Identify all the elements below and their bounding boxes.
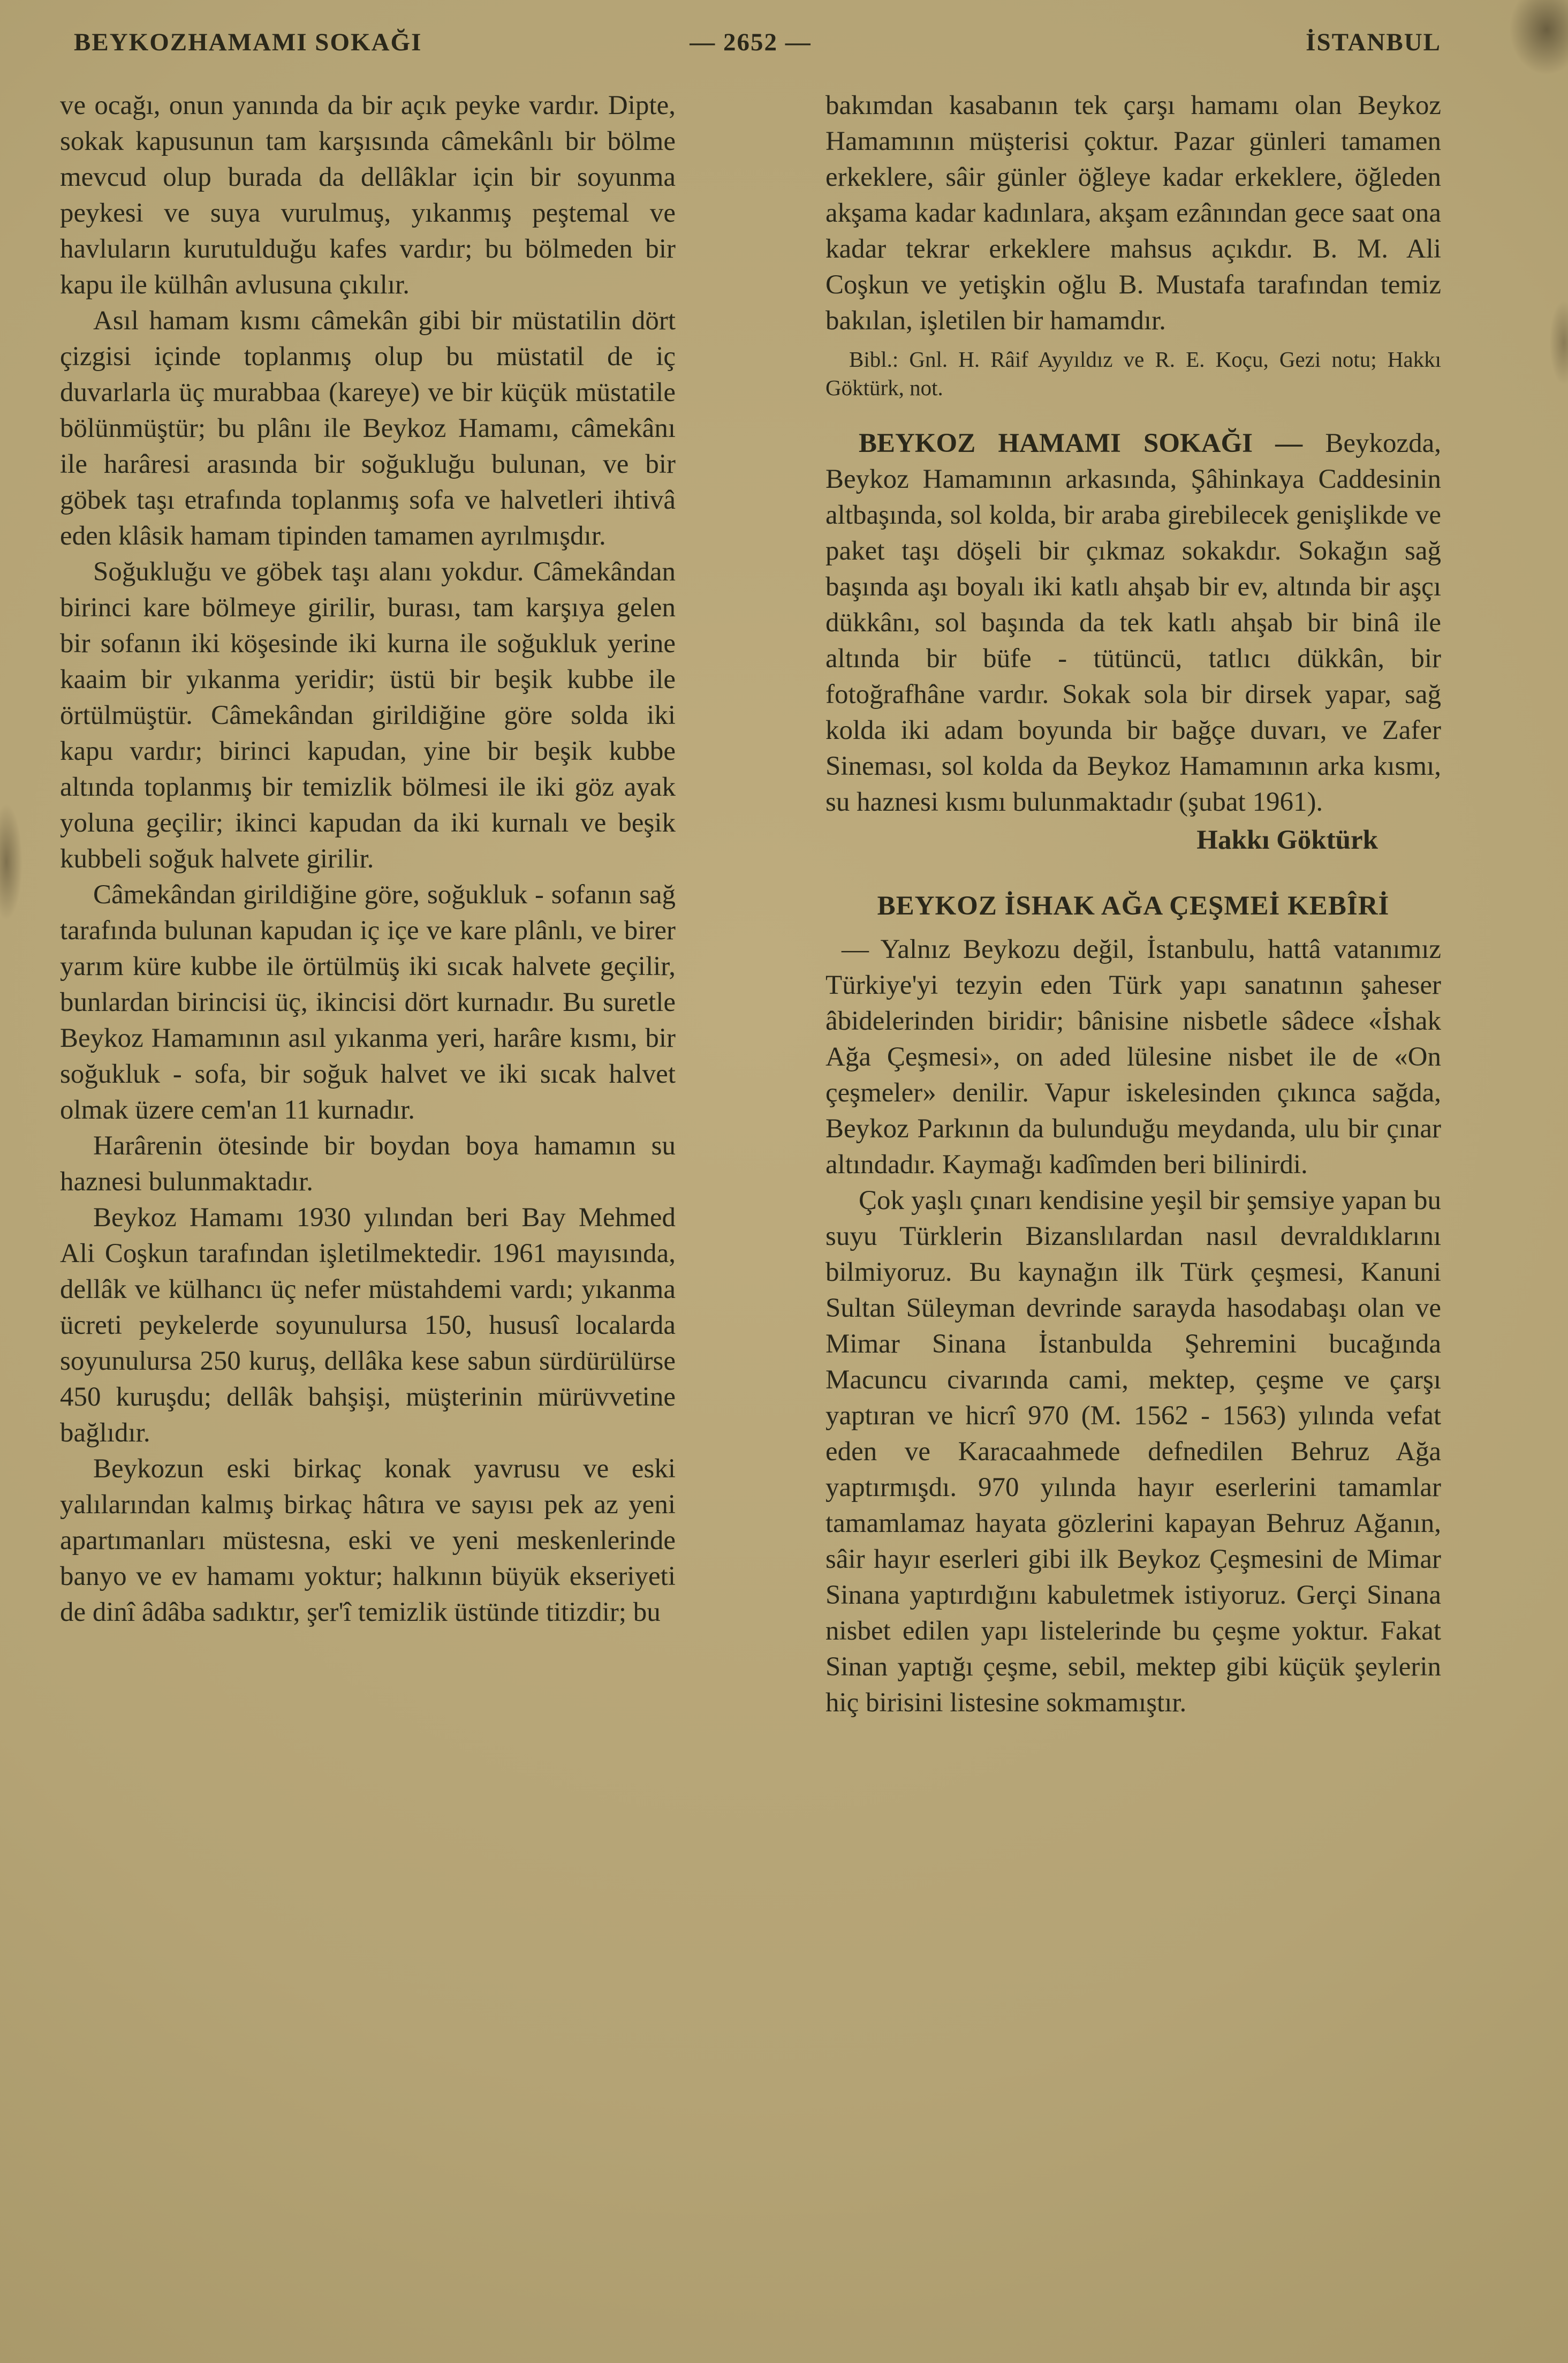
page-number: — 2652 — (690, 28, 812, 56)
left-column (60, 88, 676, 1721)
paragraph: Çok yaşlı çınarı kendisine yeşil bir şemsiye yapan bu suyu Türklerin Bizanslılardan nasıl devraldıklarını bilmiyoruz. Bu kaynağın ilk Türk çeşmesi, Kanuni Sultan Süleyman devrinde sarayda hasodabaşı olan ve Mimar Sinana İstanbulda Şehremini bucağında Macuncu civarında cami, mektep, çeşme ve çarşı yaptıran ve hicrî 970 (M. 1562 - 1563) yılında vefat eden ve Karacaahmede defnedilen Behruz Ağa yaptırmışdı. 970 yılında hayır eserlerini tamamlar tamamlamaz hayata gözlerini kapayan Behruz Ağanın, sâir hayır eserleri gibi ilk Beykoz Çeşmesini de Mimar Sinana yaptırdığını kabuletmek istiyoruz. Gerçi Sinana nisbet edilen yapı listelerinde bu çeşme yoktur. Fakat Sinan yaptığı çeşme, sebil, mektep gibi küçük şeylerin hiç birisini listesine sokmamıştır. (825, 1186, 1441, 1718)
paragraph: bakımdan kasabanın tek çarşı hamamı olan Beykoz Hamamının müşterisi çoktur. Pazar günleri tamamen erkeklere, sâir günler öğleye kadar erkeklere, öğleden akşama kadar kadınlara, akşam ezânından gece saat ona kadar tekrar erkeklere mahsus açıkdır. B. M. Ali Coşkun ve yetişkin oğlu B. Mustafa tarafından temiz bakılan, işletilen bir hamamdır. (825, 90, 1441, 336)
scan-smudge (0, 803, 22, 921)
author-signature: Hakkı Göktürk (1196, 825, 1378, 855)
entry-body: Beykozda, Beykoz Hamamının arkasında, Şâhinkaya Caddesinin altbaşında, sol kolda, bir araba girebilecek genişlikde ve paket taşı döşeli bir çıkmaz sokakdır. Sokağın sağ başında aşı boyalı iki katlı ahşab bir ev, altında bir aşçı dükkânı, sol başında da tek katlı ahşab bir binâ ile altında bir büfe - tütüncü, tatlıcı dükkân, bir fotoğrafhâne vardır. Sokak sola bir dirsek yapar, sağ kolda iki adam boyunda bir bağçe duvarı, ve Zafer Sineması, sol kolda da Beykoz Hamamının arka kısmı, su haznesi kısmı bulunmaktadır (şubat 1961). (825, 428, 1442, 817)
page-content (60, 28, 1441, 1721)
scan-smudge (1509, 0, 1568, 75)
entry-separator: — (1275, 428, 1303, 458)
paragraph: Beykoz Hamamı 1930 yılından beri Bay Mehmed Ali Coşkun tarafından işletilmektedir. 1961 mayısında, dellâk ve külhancı üç nefer müstahdemi vardı; yıkanma ücreti peykelerde soyunulursa 150, hususî localarda soyunulursa 250 kuruş, dellâka kese sabun sürdürülürse 450 kuruşdu; dellâk bahşişi, müşterinin mürüvvetine bağlıdır. (60, 1203, 676, 1448)
bibliography: Bibl.: Gnl. H. Râif Ayyıldız ve R. E. Koçu, Gezi notu; Hakkı Göktürk, not. (825, 347, 1441, 400)
entry-beykoz-hamami-sokagi (825, 426, 1441, 820)
scan-smudge (1549, 300, 1568, 386)
paragraph: Câmekândan girildiğine göre, soğukluk - sofanın sağ tarafında bulunan kapudan iç içe ve kare plânlı, ve birer yarım küre kubbe ile örtülmüş iki sıcak halvete geçilir, bunlardan birincisi üç, ikincisi dört kurnadır. Bu suretle Beykoz Hamamının asıl yıkanma yeri, harâre kısmı, bir soğukluk - sofa, bir soğuk halvet ve iki sıcak halvet olmak üzere cem'an 11 kurnadır. (60, 880, 676, 1125)
paragraph: Beykozun eski birkaç konak yavrusu ve eski yalılarından kalmış birkaç hâtıra ve sayısı pek az yeni apartımanları müstesna, eski ve yeni meskenlerinde banyo ve ev hamamı yoktur; halkının büyük ekseriyeti de dinî âdâba sadıktır, şer'î temizlik üstünde titizdir; bu (60, 1454, 676, 1627)
paragraph: ve ocağı, onun yanında da bir açık peyke vardır. Dipte, sokak kapusunun tam karşısında câmekânlı bir bölme mevcud olup burada da dellâklar için bir soyunma peykesi ve suya vurulmuş, yıkanmış peştemal ve havluların kurutulduğu kafes vardır; bu bölmeden bir kapu ile külhân avlusuna çıkılır. (60, 90, 676, 300)
paragraph: Asıl hamam kısmı câmekân gibi bir müstatilin dört çizgisi içinde toplanmış olup bu müstatil de iç duvarlarla üç murabbaa (kareye) ve bir küçük müstatile bölünmüştür; bu plânı ile Beykoz Hamamı, câmekânı ile harâresi arasında bir soğukluğu bulunan, ve bir göbek taşı etrafında toplanmış sofa ve halvetleri ihtivâ eden klâsik hamam tipinden tamamen ayrılmışdır. (60, 306, 676, 551)
text-columns (60, 88, 1441, 1721)
running-header-volume: İSTANBUL (1306, 28, 1441, 56)
entry-title: BEYKOZ HAMAMI SOKAĞI (859, 428, 1253, 458)
paragraph: Harârenin ötesinde bir boydan boya hamamın su haznesi bulunmaktadır. (60, 1131, 676, 1197)
right-column (825, 88, 1441, 1721)
running-header-entry-title: BEYKOZHAMAMI SOKAĞI (74, 28, 422, 56)
paragraph: — Yalnız Beykozu değil, İstanbulu, hattâ vatanımız Türkiye'yi tezyin eden Türk yapı sanatının şaheser âbidelerinden biridir; bânisine nisbetle sâdece «İshak Ağa Çeşmesi», on aded lülesine nisbet ile de «On çeşmeler» denilir. Vapur iskelesinden çıkınca sağda, Beykoz Parkının da bulunduğu meydanda, ulu bir çınar altındadır. Kaymağı kadîmden beri bilinirdi. (825, 934, 1441, 1180)
running-header (60, 28, 1441, 66)
paragraph: Soğukluğu ve göbek taşı alanı yokdur. Câmekândan birinci kare bölmeye girilir, burası, tam karşıya gelen bir sofanın iki köşesinde iki kurna ile soğukluk yerine kaaim bir yıkanma yeridir; üstü bir beşik kubbe ile örtülmüştür. Câmekândan girildiğine göre solda iki kapu vardır; birinci kapudan, yine bir beşik kubbe altında toplanmış bir temizlik bölmesi ile iki göz ayak yoluna geçilir; ikinci kapudan da iki kurnalı ve beşik kubbeli soğuk halvete girilir. (60, 557, 676, 874)
entry-beykoz-ishak-aga-title: BEYKOZ İSHAK AĞA ÇEŞMEİ KEBÎRİ (877, 891, 1390, 921)
